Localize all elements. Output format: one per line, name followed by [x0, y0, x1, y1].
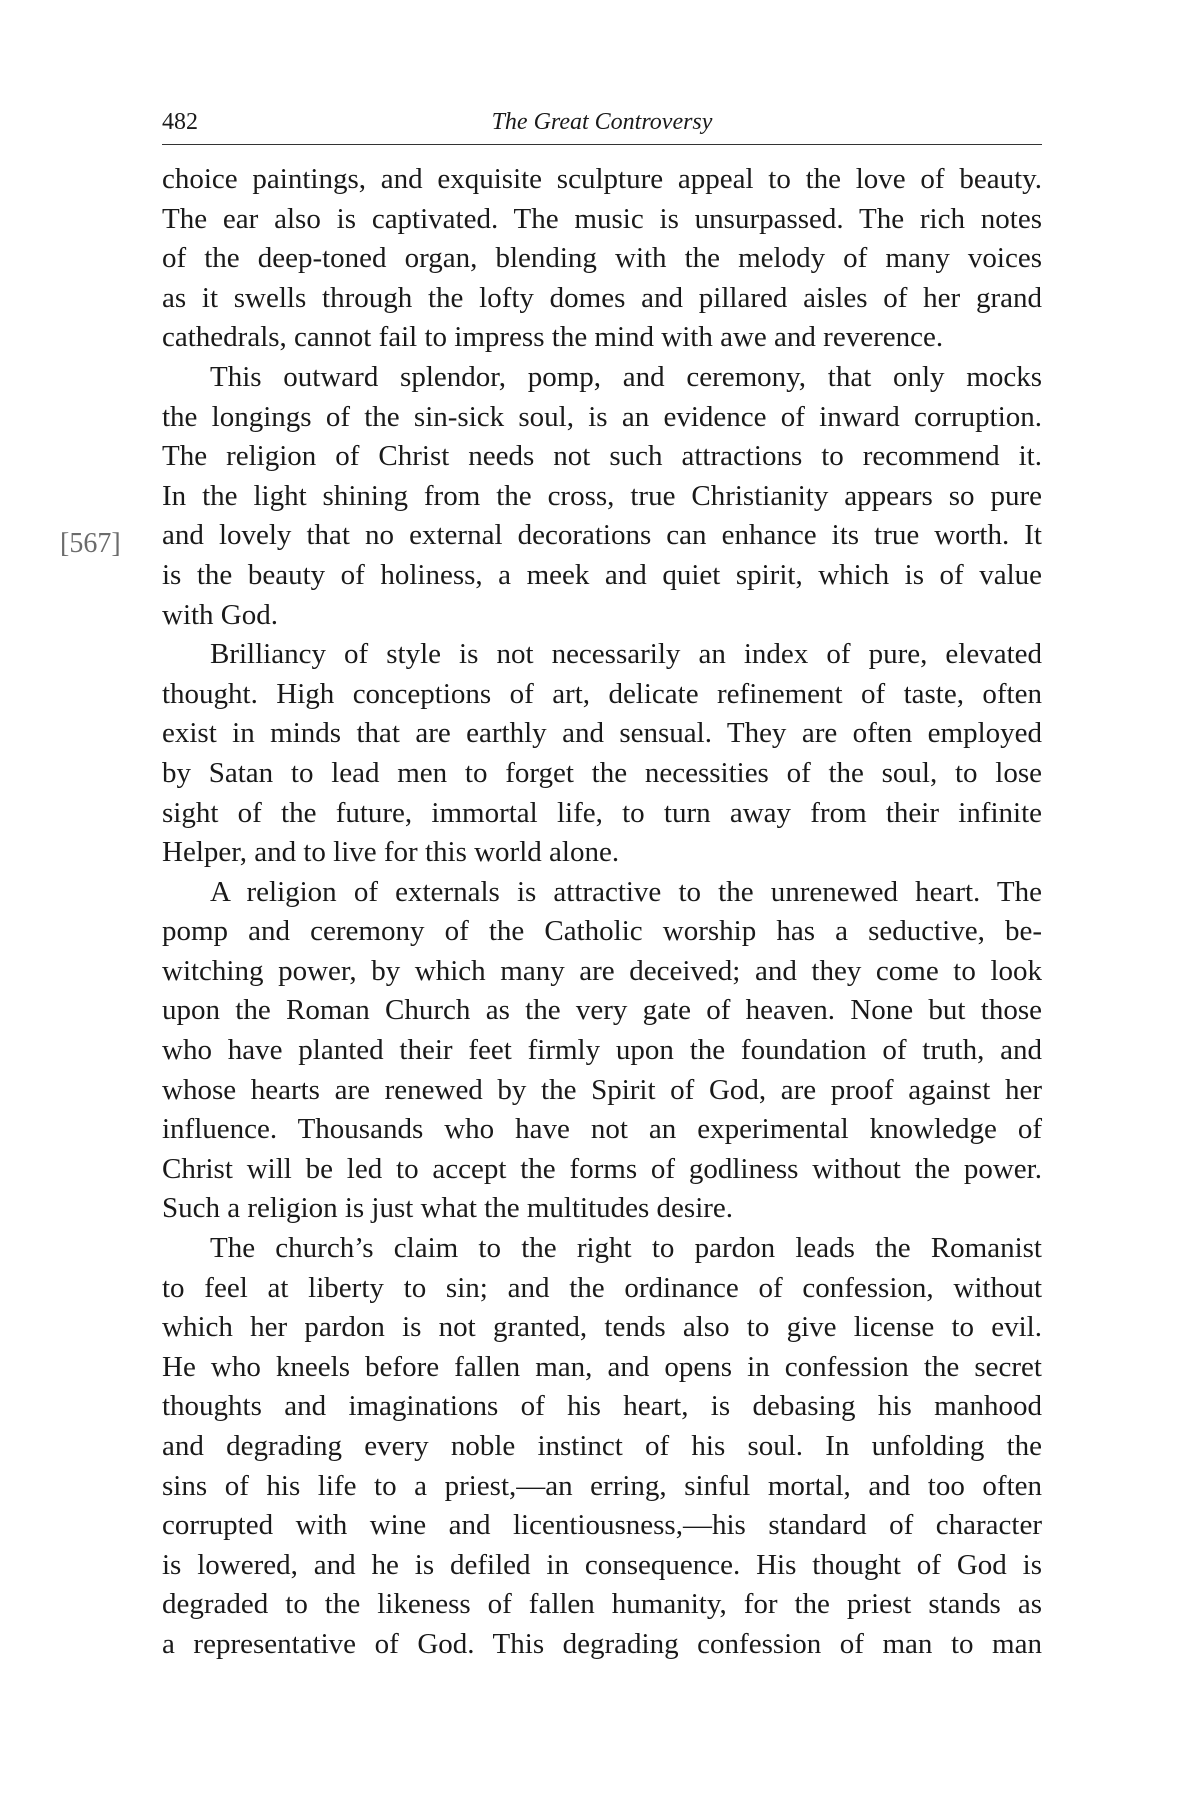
text-line: A religion of externals is attractive to the unrenewed heart. The [210, 875, 1042, 908]
text-line: In the light shining from the cross, true Christianity appears so pure [162, 479, 1042, 512]
text-line: cathedrals, cannot fail to impress the mind with awe and reverence. [162, 321, 944, 354]
text-line: influence. Thousands who have not an experimental knowledge of [162, 1113, 1042, 1146]
text-line: a representative of God. This degrading confession of man to man [162, 1627, 1042, 1660]
text-line: The church’s claim to the right to pardon leads the Romanist [210, 1232, 1042, 1265]
text-line: is lowered, and he is defiled in consequence. His thought of God is [162, 1548, 1042, 1581]
text-line: thoughts and imaginations of his heart, is debasing his manhood [162, 1390, 1042, 1423]
text-line: by Satan to lead men to forget the necessities of the soul, to lose [162, 756, 1042, 789]
text-line: The ear also is captivated. The music is unsurpassed. The rich notes [162, 202, 1042, 235]
text-line: The religion of Christ needs not such attractions to recommend it. [162, 440, 1042, 473]
text-line: sight of the future, immortal life, to turn away from their infinite [162, 796, 1042, 829]
text-line: Helper, and to live for this world alone. [162, 836, 620, 869]
text-line: sins of his life to a priest,—an erring, sinful mortal, and too often [162, 1469, 1042, 1502]
running-title: The Great Controversy [491, 109, 713, 135]
page-header [162, 104, 1042, 145]
text-line: corrupted with wine and licentiousness,—his standard of character [162, 1509, 1042, 1542]
text-line: and degrading every noble instinct of his soul. In unfolding the [162, 1430, 1042, 1462]
body-text [162, 160, 1042, 1665]
text-line: thought. High conceptions of art, delicate refinement of taste, often [162, 677, 1042, 710]
margin-page-reference: [567] [60, 528, 121, 559]
text-line: witching power, by which many are deceived; and they come to look [162, 954, 1042, 987]
text-line: to feel at liberty to sin; and the ordinance of confession, without [162, 1271, 1042, 1304]
text-line: upon the Roman Church as the very gate of heaven. None but those [162, 994, 1042, 1027]
text-line: degraded to the likeness of fallen humanity, for the priest stands as [162, 1588, 1042, 1621]
text-line: choice paintings, and exquisite sculpture appeal to the love of beauty. [162, 163, 1042, 195]
text-line: and lovely that no external decorations can enhance its true worth. It [162, 519, 1042, 552]
text-line: whose hearts are renewed by the Spirit of God, are proof against her [162, 1073, 1042, 1106]
text-line: is the beauty of holiness, a meek and quiet spirit, which is of value [162, 558, 1042, 591]
text-line: of the deep-toned organ, blending with the melody of many voices [162, 242, 1042, 275]
text-line: the longings of the sin-sick soul, is an evidence of inward corruption. [162, 400, 1042, 433]
text-line: This outward splendor, pomp, and ceremony, that only mocks [210, 360, 1042, 393]
text-line: as it swells through the lofty domes and pillared aisles of her grand [162, 281, 1042, 314]
page-number: 482 [162, 109, 198, 135]
text-line: Such a religion is just what the multitudes desire. [162, 1192, 734, 1225]
text-line: who have planted their feet firmly upon the foundation of truth, and [162, 1034, 1042, 1067]
text-line: pomp and ceremony of the Catholic worship has a seductive, be- [162, 915, 1042, 948]
text-line: which her pardon is not granted, tends also to give license to evil. [162, 1311, 1042, 1344]
text-line: with God. [162, 598, 278, 631]
text-line: He who kneels before fallen man, and opens in confession the secret [162, 1350, 1042, 1383]
text-line: Brilliancy of style is not necessarily an index of pure, elevated [210, 638, 1042, 671]
text-line: Christ will be led to accept the forms of godliness without the power. [162, 1152, 1042, 1185]
text-line: exist in minds that are earthly and sensual. They are often employed [162, 717, 1042, 750]
